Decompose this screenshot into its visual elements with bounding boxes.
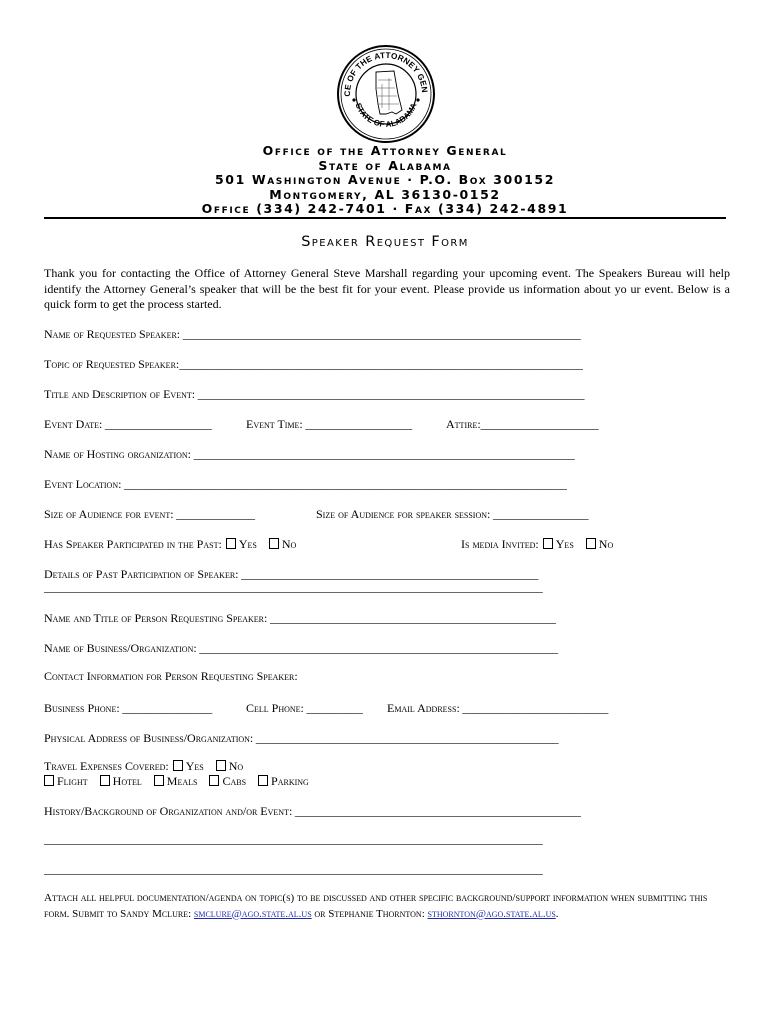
- letterhead-state: State of Alabama: [318, 158, 452, 173]
- instructions-text: Attach all helpful documentation/agenda on topic(s) to be discussed and other specific background/support information when submitting this form. Submit to Sandy Mclure:: [44, 892, 708, 920]
- checkbox-travel-no[interactable]: [216, 760, 226, 771]
- label-participated: Has Speaker Participated in the Past:: [44, 537, 222, 551]
- svg-text:STATE OF ALABAMA: STATE OF ALABAMA: [353, 101, 419, 129]
- details-past-continuation-line[interactable]: _________________________________________________________________________________________: [44, 580, 543, 594]
- option-meals: Meals: [166, 774, 198, 788]
- label-history: History/Background of Organization and/or Event:: [44, 804, 293, 818]
- checkbox-meals[interactable]: [154, 775, 164, 786]
- blank-line[interactable]: ________________: [119, 701, 212, 715]
- option-cabs: Cabs: [222, 774, 247, 788]
- blank-line[interactable]: _____________________________________________________________________: [195, 387, 585, 401]
- field-history[interactable]: [44, 802, 581, 820]
- email-link-mclure[interactable]: smclure@ago.state.al.us: [193, 907, 312, 920]
- checkbox-media-yes[interactable]: [543, 538, 553, 549]
- field-hosting-organization[interactable]: [44, 445, 574, 463]
- letterhead-city: Montgomery, AL 36130-0152: [269, 187, 501, 202]
- checkbox-participated-no[interactable]: [269, 538, 279, 549]
- blank-line[interactable]: ________________________________________________________________________: [179, 357, 583, 371]
- travel-expense-types: [44, 772, 309, 790]
- field-business-name[interactable]: [44, 639, 558, 657]
- blank-line[interactable]: ___________________: [302, 417, 412, 431]
- label-cell-phone: Cell Phone:: [246, 701, 304, 715]
- option-yes: Yes: [555, 537, 574, 551]
- field-audience-session[interactable]: [316, 505, 588, 523]
- label-event-location: Event Location:: [44, 477, 122, 491]
- label-physical-address: Physical Address of Business/Organization:: [44, 731, 254, 745]
- field-topic[interactable]: [44, 355, 582, 373]
- label-requester: Name and Title of Person Requesting Speaker:: [44, 611, 268, 625]
- field-cell-phone[interactable]: [246, 699, 363, 717]
- field-event-location[interactable]: [44, 475, 566, 493]
- label-event-time: Event Time:: [246, 417, 303, 431]
- checkbox-media-no[interactable]: [586, 538, 596, 549]
- blank-line[interactable]: __________________________: [459, 701, 608, 715]
- label-travel-expenses: Travel Expenses Covered:: [44, 759, 169, 773]
- instructions-end: .: [555, 907, 559, 920]
- checkbox-cabs[interactable]: [209, 775, 219, 786]
- option-hotel: Hotel: [112, 774, 142, 788]
- option-no: No: [281, 537, 297, 551]
- field-physical-address[interactable]: [44, 729, 558, 747]
- field-participated: [44, 535, 296, 553]
- option-flight: Flight: [57, 774, 88, 788]
- option-parking: Parking: [271, 774, 309, 788]
- history-continuation-line-1[interactable]: _________________________________________________________________________________________: [44, 832, 543, 846]
- checkbox-hotel[interactable]: [100, 775, 110, 786]
- field-name-of-speaker[interactable]: [44, 325, 580, 343]
- label-business-name: Name of Business/Organization:: [44, 641, 197, 655]
- field-title-description[interactable]: [44, 385, 584, 403]
- label-audience-event: Size of Audience for event:: [44, 507, 174, 521]
- field-email[interactable]: [387, 699, 608, 717]
- field-requester[interactable]: [44, 609, 556, 627]
- header-divider: [44, 217, 726, 219]
- intro-paragraph: Thank you for contacting the Office of Attorney General Steve Marshall regarding your upcoming event. The Speakers Bureau will help identify the Attorney General’s speaker that will be the best fit for your event. Please provide us information about yo ur event. Below is a quick form to get the process started.: [44, 266, 730, 311]
- label-details-past: Details of Past Participation of Speaker:: [44, 567, 239, 581]
- blank-line[interactable]: ____________________________________________________________________: [191, 447, 575, 461]
- blank-line[interactable]: ________________________________________________________________: [196, 641, 558, 655]
- label-name-of-speaker: Name of Requested Speaker:: [44, 327, 181, 341]
- label-email: Email Address:: [387, 701, 460, 715]
- label-topic: Topic of Requested Speaker:: [44, 357, 180, 371]
- field-media-invited: [461, 535, 613, 553]
- blank-line[interactable]: ______________: [173, 507, 255, 521]
- checkbox-participated-yes[interactable]: [226, 538, 236, 549]
- label-attire: Attire:: [446, 417, 481, 431]
- blank-line[interactable]: ___________________: [102, 417, 212, 431]
- label-event-date: Event Date:: [44, 417, 103, 431]
- field-event-date[interactable]: [44, 415, 211, 433]
- submission-instructions: [44, 891, 724, 922]
- label-hosting-organization: Name of Hosting organization:: [44, 447, 191, 461]
- checkbox-flight[interactable]: [44, 775, 54, 786]
- letterhead-phone-fax: Office (334) 242-7401 · Fax (334) 242-4891: [201, 201, 569, 216]
- blank-line[interactable]: _____________________: [480, 417, 599, 431]
- form-title: Speaker Request Form: [301, 234, 469, 250]
- field-audience-event[interactable]: [44, 505, 255, 523]
- option-yes: Yes: [185, 759, 204, 773]
- blank-line[interactable]: ___________________________________________________: [292, 804, 581, 818]
- checkbox-parking[interactable]: [258, 775, 268, 786]
- email-link-thornton[interactable]: sthornton@ago.state.al.us: [427, 907, 556, 920]
- label-title-description: Title and Description of Event:: [44, 387, 196, 401]
- blank-line[interactable]: _____________________________________________________: [238, 567, 538, 581]
- letterhead-street-address: 501 Washington Avenue · P.O. Box 300152: [214, 172, 556, 187]
- field-event-time[interactable]: [246, 415, 412, 433]
- instructions-text-2: or Stephanie Thornton:: [311, 907, 428, 920]
- field-business-phone[interactable]: [44, 699, 212, 717]
- field-attire[interactable]: [446, 415, 598, 433]
- label-media-invited: Is media Invited:: [461, 537, 539, 551]
- svg-text:OFFICE OF THE ATTORNEY GENERAL: CE OF THE ATTORNEY GEN: [342, 50, 430, 97]
- option-yes: Yes: [238, 537, 257, 551]
- option-no: No: [598, 537, 614, 551]
- letterhead-office: Office of the Attorney General: [262, 143, 508, 158]
- blank-line[interactable]: ______________________________________________________: [253, 731, 559, 745]
- option-no: No: [228, 759, 244, 773]
- history-continuation-line-2[interactable]: _________________________________________________________________________________________: [44, 862, 543, 876]
- checkbox-travel-yes[interactable]: [173, 760, 183, 771]
- blank-line[interactable]: __________: [303, 701, 363, 715]
- blank-line[interactable]: _______________________________________________________________________________: [121, 477, 567, 491]
- blank-line[interactable]: _______________________________________________________________________: [180, 327, 581, 341]
- label-business-phone: Business Phone:: [44, 701, 120, 715]
- label-contact-info: Contact Information for Person Requesting Speaker:: [44, 669, 298, 683]
- label-audience-session: Size of Audience for speaker session:: [316, 507, 491, 521]
- blank-line[interactable]: ___________________________________________________: [267, 611, 556, 625]
- blank-line[interactable]: _________________: [490, 507, 589, 521]
- attorney-general-seal: [336, 44, 436, 144]
